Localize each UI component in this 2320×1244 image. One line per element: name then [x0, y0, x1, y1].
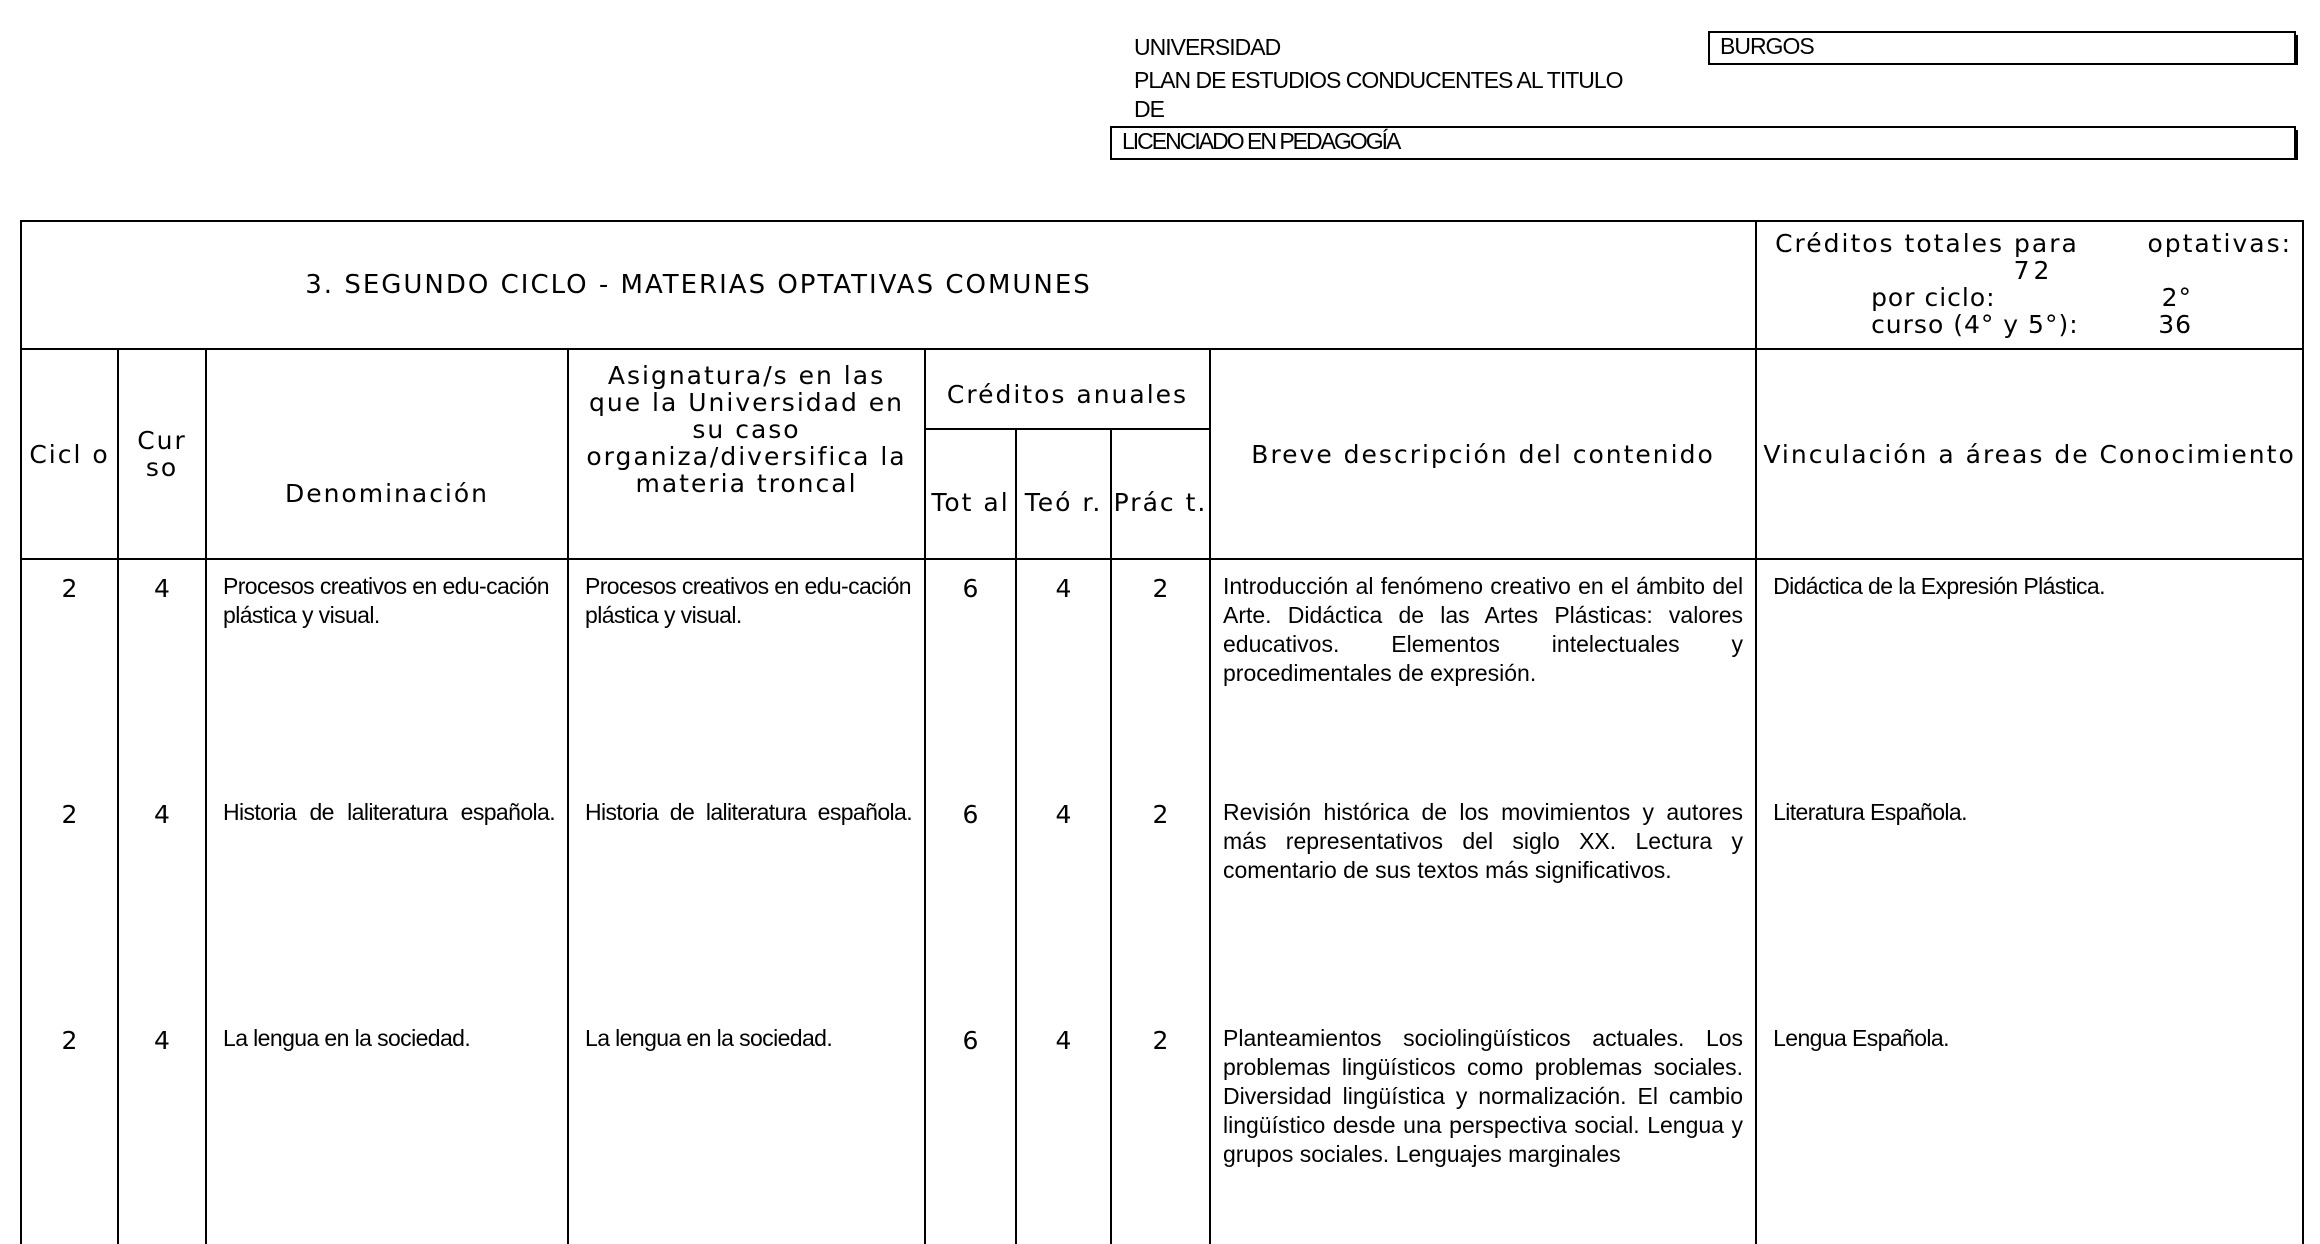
cell-teor: 4	[1016, 1012, 1111, 1244]
table-row	[21, 786, 2303, 1012]
titulo-value: LICENCIADO EN PEDAGOGÍA	[1122, 128, 1400, 154]
header-asignatura: Asignatura/s en las que la Universidad en su caso organiza/diversifica la materia troncal	[568, 349, 925, 559]
universidad-label: UNIVERSIDAD	[1134, 34, 1281, 60]
cell-pract: 2	[1111, 559, 1210, 786]
titulo-value-box	[1110, 126, 2296, 160]
cell-ciclo: 2	[21, 559, 118, 786]
creditos-totales-box	[1756, 221, 2303, 349]
creditos-totales-value: 72	[2013, 256, 2054, 285]
header-total: Tot al	[925, 429, 1016, 559]
cell-denominacion: Historia de laliteratura española.	[206, 786, 568, 1012]
cell-denominacion: La lengua en la sociedad.	[206, 1012, 568, 1244]
header-teor: Teó r.	[1016, 429, 1111, 559]
cell-teor: 4	[1016, 559, 1111, 786]
optativas-label: optativas:	[2147, 229, 2293, 258]
section-title: 3. SEGUNDO CICLO - MATERIAS OPTATIVAS COMUNES	[21, 221, 1756, 349]
cell-teor: 4	[1016, 786, 1111, 1012]
cell-vinculacion: Literatura Española.	[1756, 786, 2303, 1012]
cell-total: 6	[925, 1012, 1016, 1244]
cell-descripcion: Revisión histórica de los movimientos y autores más representativos del siglo XX. Lectura y comentario de sus textos más significativos.	[1210, 786, 1756, 1012]
cell-total: 6	[925, 786, 1016, 1012]
cell-descripcion: Introducción al fenómeno creativo en el ámbito del Arte. Didáctica de las Artes Plásticas: valores educativos. Elementos intelectuales y procedimentales de expresión.	[1210, 559, 1756, 786]
cell-curso: 4	[118, 1012, 206, 1244]
cell-asignatura: Historia de laliteratura española.	[568, 786, 925, 1012]
header-curso: Cur so	[118, 349, 206, 559]
cell-vinculacion: Lengua Española.	[1756, 1012, 2303, 1244]
curso-label: curso (4° y 5°):	[1871, 310, 2079, 339]
cell-pract: 2	[1111, 786, 1210, 1012]
table-row	[21, 559, 2303, 786]
cell-total: 6	[925, 559, 1016, 786]
header-vinculacion: Vinculación a áreas de Conocimiento	[1756, 349, 2303, 559]
table-row	[21, 1012, 2303, 1244]
cell-asignatura: Procesos creativos en edu-cación plástica y visual.	[568, 559, 925, 786]
cell-descripcion: Planteamientos sociolingüísticos actuales. Los problemas lingüísticos como problemas sociales. Diversidad lingüística y normalización. El cambio lingüístico desde una perspectiva social. Lengua y grupos sociales. Lenguajes marginales	[1210, 1012, 1756, 1244]
cell-denominacion: Procesos creativos en edu-cación plástica y visual.	[206, 559, 568, 786]
universidad-value-box	[1708, 31, 2296, 65]
cell-asignatura: La lengua en la sociedad.	[568, 1012, 925, 1244]
universidad-value: BURGOS	[1720, 33, 1814, 59]
creditos-totales-label: Créditos totales para	[1775, 229, 2079, 258]
cell-pract: 2	[1111, 1012, 1210, 1244]
header-creditos-anuales: Créditos anuales	[925, 349, 1210, 429]
plan-estudios-line2: DE	[1134, 96, 1164, 122]
header-denominacion: Denominación	[206, 349, 568, 559]
curso-value: 36	[2158, 310, 2193, 339]
por-ciclo-label: por ciclo:	[1871, 283, 1996, 312]
cell-vinculacion: Didáctica de la Expresión Plástica.	[1756, 559, 2303, 786]
header-descripcion: Breve descripción del contenido	[1210, 349, 1756, 559]
cell-curso: 4	[118, 786, 206, 1012]
cell-curso: 4	[118, 559, 206, 786]
header-pract: Prác t.	[1111, 429, 1210, 559]
cell-ciclo: 2	[21, 786, 118, 1012]
plan-estudios-line1: PLAN DE ESTUDIOS CONDUCENTES AL TITULO	[1134, 67, 1623, 93]
cell-ciclo: 2	[21, 1012, 118, 1244]
header-ciclo: Cicl o	[21, 349, 118, 559]
materias-optativas-table	[20, 220, 2304, 1244]
por-ciclo-value: 2°	[2161, 283, 2193, 312]
